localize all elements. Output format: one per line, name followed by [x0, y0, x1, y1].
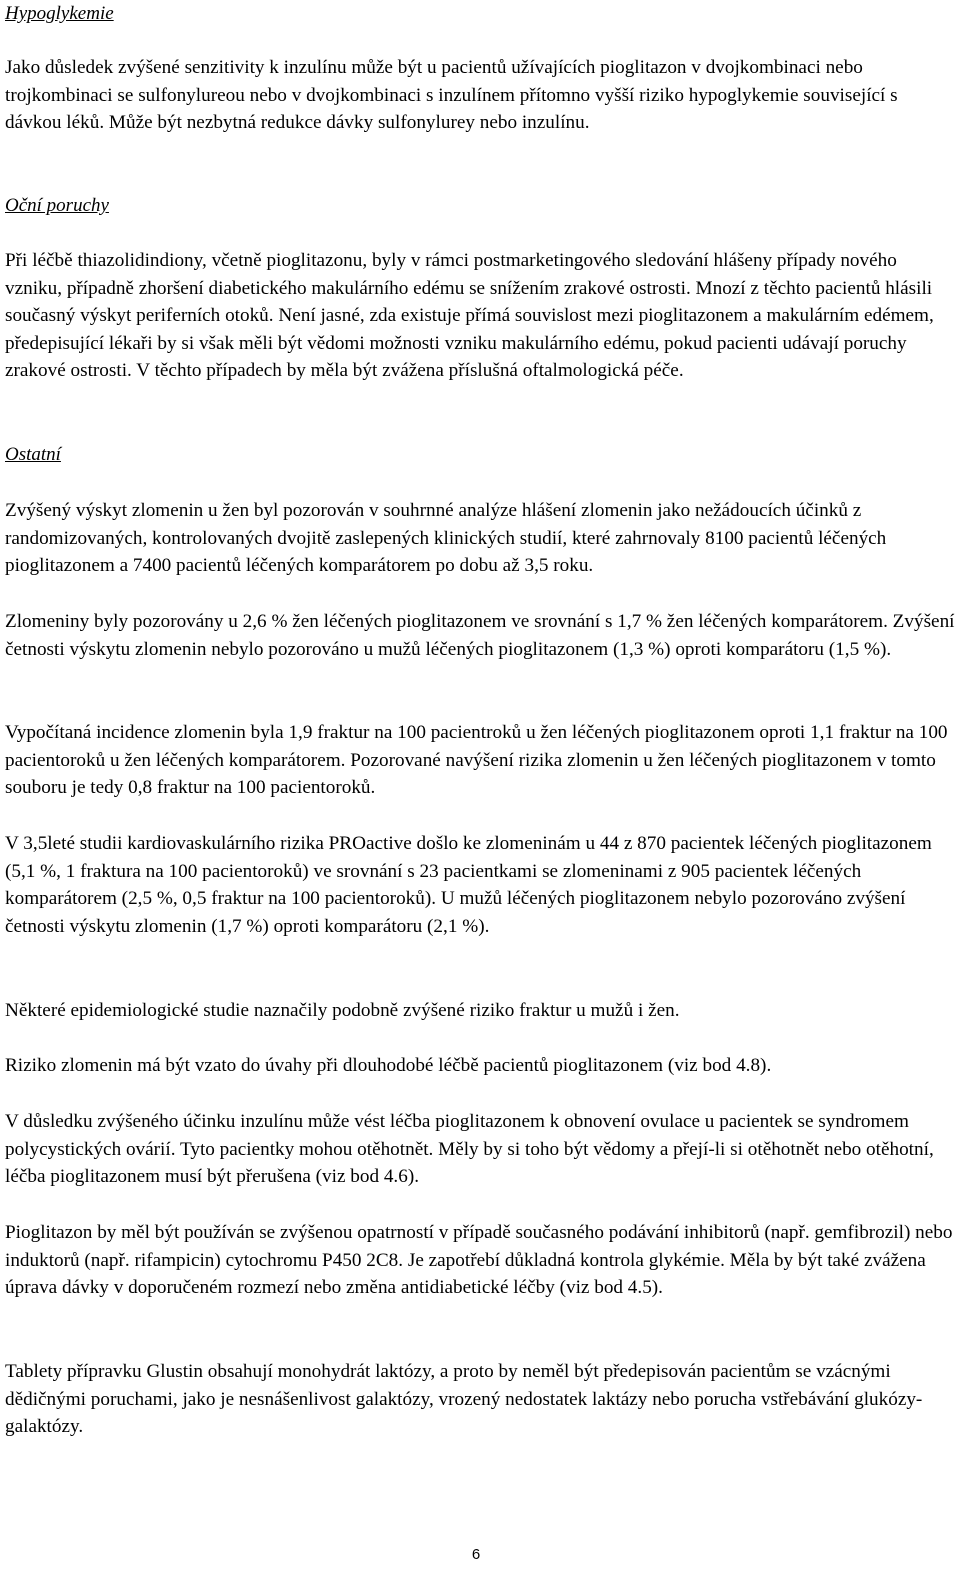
paragraph-ostatni-4: V 3,5leté studii kardiovaskulárního rizika PROactive došlo ke zlomeninám u 44 z 870 pacientek léčených pioglitazonem (5,1 %, 1 fraktura na 100 pacientoroků) ve srovnání s 23 pacientkami se zlomeninami z 905 pacientek léčených komparátorem (2,5 %, 0,5 fraktur na 100 pacientoroků). U mužů léčených pioglitazonem nebylo pozorováno zvýšení četnosti výskytu zlomenin (1,7 %) oproti komparátoru (2,1 %).	[5, 833, 932, 937]
paragraph-ostatni-2: Zlomeniny byly pozorovány u 2,6 % žen léčených pioglitazonem ve srovnání s 1,7 % žen léčených komparátorem. Zvýšení četnosti výskytu zlomenin nebylo pozorováno u mužů léčených pioglitazonem (1,3 %) oproti komparátoru (1,5 %).	[5, 611, 955, 660]
paragraph-ostatni-5: Některé epidemiologické studie naznačily podobně zvýšené riziko fraktur u mužů i žen.	[5, 1000, 680, 1021]
page-number: 6	[471, 1546, 481, 1563]
section-heading-ocni-poruchy: Oční poruchy	[5, 195, 109, 216]
section-heading-hypoglykemie: Hypoglykemie	[5, 3, 114, 24]
paragraph-ostatni-8: Pioglitazon by měl být používán se zvýšenou opatrností v případě současného podávání inhibitorů (např. gemfibrozil) nebo induktorů (např. rifampicin) cytochromu P450 2C8. Je zapotřebí důkladná kontrola glykémie. Měla by být také zvážena úprava dávky v doporučeném rozmezí nebo změna antidiabetické léčby (viz bod 4.5).	[5, 1222, 953, 1299]
paragraph-ostatni-7: V důsledku zvýšeného účinku inzulínu může vést léčba pioglitazonem k obnovení ovulace u pacientek se syndromem polycystických ovárií. Tyto pacientky mohou otěhotnět. Měly by si toho být vědomy a přejí-li si otěhotnět nebo otěhotní, léčba pioglitazonem musí být přerušena (viz bod 4.6).	[5, 1111, 934, 1188]
section-heading-ostatni: Ostatní	[5, 444, 61, 465]
paragraph-hypoglykemie: Jako důsledek zvýšené senzitivity k inzulínu může být u pacientů užívajících pioglitazon v dvojkombinaci nebo trojkombinaci se sulfonylureou nebo v dvojkombinaci s inzulínem přítomno vyšší riziko hypoglykemie související s dávkou léků. Může být nezbytná redukce dávky sulfonylurey nebo inzulínu.	[5, 57, 898, 134]
paragraph-ostatni-9: Tablety přípravku Glustin obsahují monohydrát laktózy, a proto by neměl být předepisován pacientům se vzácnými dědičnými poruchami, jako je nesnášenlivost galaktózy, vrozený nedostatek laktázy nebo porucha vstřebávání glukózy-galaktózy.	[5, 1361, 923, 1438]
paragraph-ostatni-1: Zvýšený výskyt zlomenin u žen byl pozorován v souhrnné analýze hlášení zlomenin jako nežádoucích účinků z randomizovaných, kontrolovaných dvojitě zaslepených klinických studií, které zahrnovaly 8100 pacientů léčených pioglitazonem a 7400 pacientů léčených komparátorem po dobu až 3,5 roku.	[5, 500, 887, 577]
paragraph-ocni-poruchy: Při léčbě thiazolidindiony, včetně pioglitazonu, byly v rámci postmarketingového sledování hlášeny případy nového vzniku, případně zhoršení diabetického makulárního edému se snížením zrakové ostrosti. Mnozí z těchto pacientů hlásili současný výskyt periferních otoků. Není jasné, zda existuje přímá souvislost mezi pioglitazonem a makulárním edémem, předepisující lékaři by si však měli být vědomi možnosti vzniku makulárního edému, pokud pacienti udávají poruchy zrakové ostrosti. V těchto případech by měla být zvážena příslušná oftalmologická péče.	[5, 250, 934, 382]
paragraph-ostatni-6: Riziko zlomenin má být vzato do úvahy při dlouhodobé léčbě pacientů pioglitazonem (viz bod 4.8).	[5, 1055, 772, 1076]
paragraph-ostatni-3: Vypočítaná incidence zlomenin byla 1,9 fraktur na 100 pacientroků u žen léčených pioglitazonem oproti 1,1 fraktur na 100 pacientoroků u žen léčených komparátorem. Pozorované navýšení rizika zlomenin u žen léčených pioglitazonem v tomto souboru je tedy 0,8 fraktur na 100 pacientoroků.	[5, 722, 948, 799]
